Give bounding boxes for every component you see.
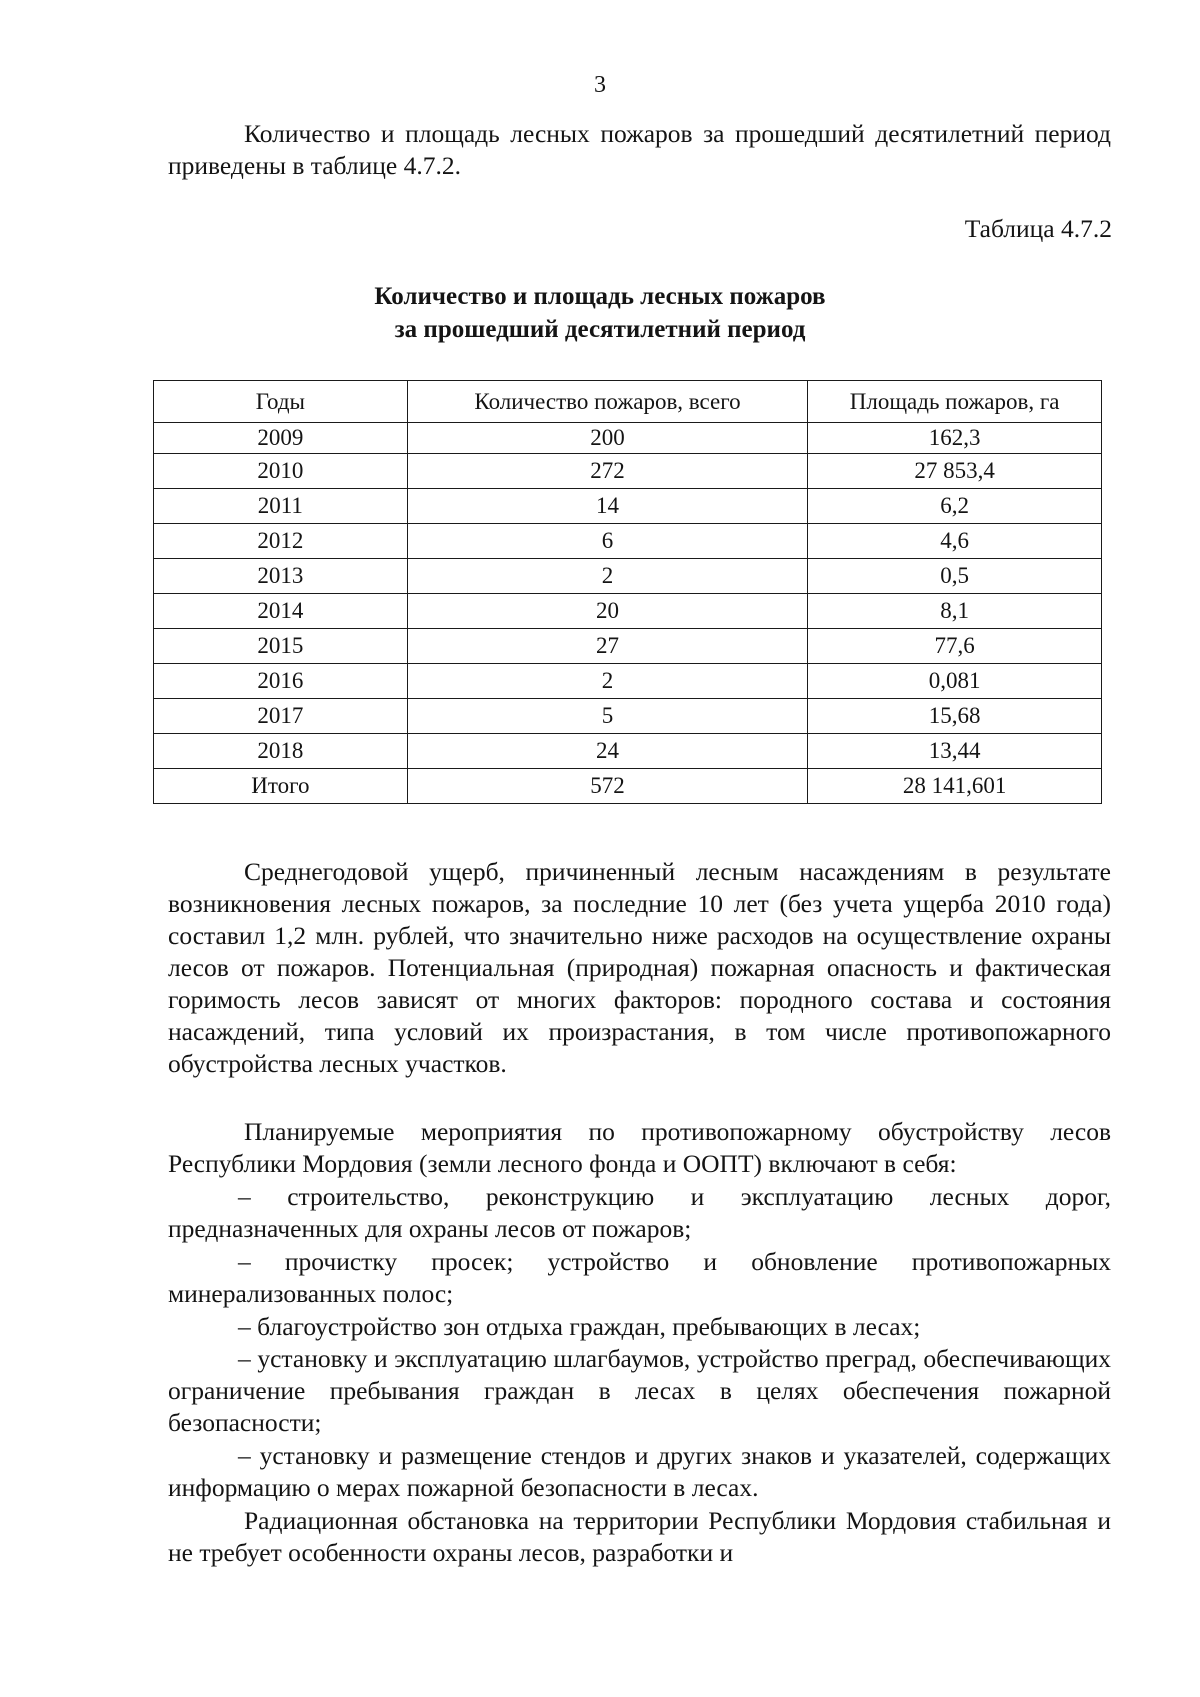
page-number: 3 (594, 72, 606, 98)
cell-count: 5 (407, 699, 808, 734)
cell-area: 0,081 (808, 664, 1102, 699)
table-row (154, 629, 1102, 664)
cell-year: 2011 (154, 489, 408, 524)
cell-area: 0,5 (808, 559, 1102, 594)
measure-barriers-item: – установку и эксплуатацию шлагбаумов, устройство преград, обеспечивающих ограничение пребывания граждан в лесах в целях обеспечения пожарной безопасности; (168, 1344, 1111, 1437)
cell-area: 8,1 (808, 594, 1102, 629)
cell-area: 27 853,4 (808, 454, 1102, 489)
cell-count: 200 (407, 423, 808, 454)
cell-year: 2014 (154, 594, 408, 629)
table-row (154, 699, 1102, 734)
fires-table (153, 380, 1102, 804)
cell-total-count: 572 (407, 769, 808, 804)
table-row (154, 664, 1102, 699)
table-label: Таблица 4.7.2 (964, 214, 1112, 243)
table-row (154, 423, 1102, 454)
cell-total-label: Итого (154, 769, 408, 804)
cell-year: 2017 (154, 699, 408, 734)
measure-roads-item: – строительство, реконструкцию и эксплуатацию лесных дорог, предназначенных для охраны лесов от пожаров; (168, 1182, 1111, 1243)
cell-area: 15,68 (808, 699, 1102, 734)
cell-count: 2 (407, 664, 808, 699)
measure-signs-item: – установку и размещение стендов и других знаков и указателей, содержащих информацию о мерах пожарной безопасности в лесах. (168, 1441, 1111, 1502)
cell-count: 27 (407, 629, 808, 664)
table-row (154, 454, 1102, 489)
table-title (0, 280, 1200, 346)
cell-count: 24 (407, 734, 808, 769)
cell-area: 162,3 (808, 423, 1102, 454)
cell-area: 6,2 (808, 489, 1102, 524)
header-fire-area: Площадь пожаров, га (808, 381, 1102, 423)
table-title-line-2: за прошедший десятилетний период (394, 316, 806, 343)
cell-year: 2010 (154, 454, 408, 489)
table-row (154, 559, 1102, 594)
measure-recreation-item: – благоустройство зон отдыха граждан, пребывающих в лесах; (238, 1312, 921, 1341)
table-row (154, 489, 1102, 524)
cell-count: 6 (407, 524, 808, 559)
table-row (154, 734, 1102, 769)
table-header-row (154, 381, 1102, 423)
cell-year: 2015 (154, 629, 408, 664)
cell-year: 2009 (154, 423, 408, 454)
header-years: Годы (154, 381, 408, 423)
cell-area: 4,6 (808, 524, 1102, 559)
radiation-paragraph: Радиационная обстановка на территории Республики Мордовия стабильная и не требует особенности охраны лесов, разработки и (168, 1506, 1111, 1567)
cell-count: 14 (407, 489, 808, 524)
cell-area: 77,6 (808, 629, 1102, 664)
table-title-line-1: Количество и площадь лесных пожаров (374, 283, 826, 310)
table-row (154, 594, 1102, 629)
measures-intro-paragraph: Планируемые мероприятия по противопожарному обустройству лесов Республики Мордовия (земли лесного фонда и ООПТ) включают в себя: (168, 1117, 1111, 1178)
cell-year: 2018 (154, 734, 408, 769)
cell-year: 2013 (154, 559, 408, 594)
damage-paragraph: Среднегодовой ущерб, причиненный лесным насаждениям в результате возникновения лесных пожаров, за последние 10 лет (без учета ущерба 2010 года) составил 1,2 млн. рублей, что значительно ниже расходов на осуществление охраны лесов от пожаров. Потенциальная (природная) пожарная опасность и фактическая горимость лесов зависят от многих факторов: породного состава и состояния насаждений, типа условий их произрастания, в том числе противопожарного обустройства лесных участков. (168, 857, 1111, 1078)
cell-total-area: 28 141,601 (808, 769, 1102, 804)
measure-clearing-item: – прочистку просек; устройство и обновление противопожарных минерализованных полос; (168, 1247, 1111, 1308)
cell-count: 272 (407, 454, 808, 489)
intro-paragraph: Количество и площадь лесных пожаров за прошедший десятилетний период приведены в таблице 4.7.2. (168, 119, 1111, 180)
cell-year: 2016 (154, 664, 408, 699)
table-total-row (154, 769, 1102, 804)
cell-area: 13,44 (808, 734, 1102, 769)
header-fire-count: Количество пожаров, всего (407, 381, 808, 423)
table-row (154, 524, 1102, 559)
cell-year: 2012 (154, 524, 408, 559)
cell-count: 20 (407, 594, 808, 629)
cell-count: 2 (407, 559, 808, 594)
